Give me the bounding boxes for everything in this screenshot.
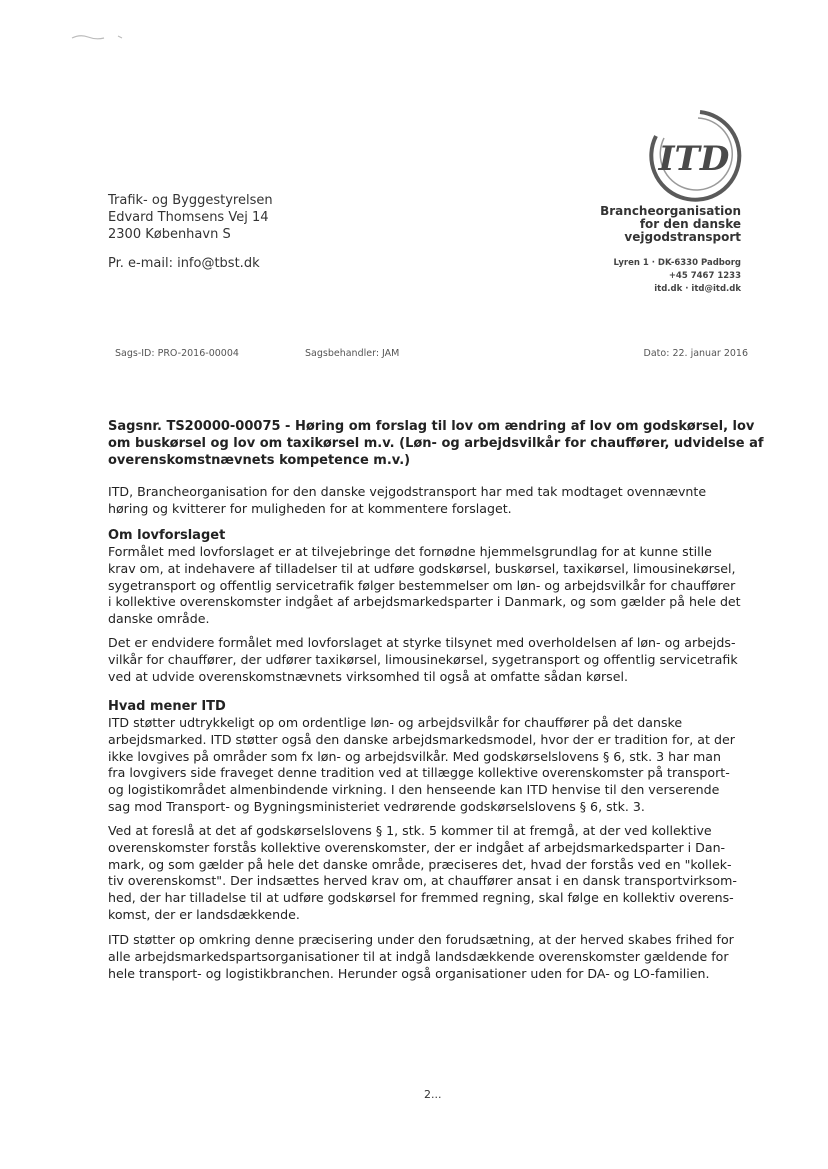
recipient-email: Pr. e-mail: info@tbst.dk	[108, 256, 260, 271]
section1-paragraph-2	[108, 635, 753, 685]
page-continuation: 2...	[424, 1088, 442, 1101]
section-heading: Om lovforslaget	[108, 528, 226, 543]
logo-text: ITD	[658, 139, 730, 179]
text-line: Formålet med lovforslaget er at tilvejebringe det fornødne hjemmelsgrundlag for at kunne stille	[108, 544, 712, 559]
scan-artifact	[70, 30, 140, 44]
recipient-line: Trafik- og Byggestyrelsen	[108, 193, 273, 208]
recipient-line: 2300 København S	[108, 227, 231, 242]
section2-paragraph-2	[108, 823, 753, 924]
text-line: ITD, Brancheorganisation for den danske vejgodstransport har med tak modtaget ovennævnte	[108, 484, 707, 499]
text-line: komst, der er landsdækkende.	[108, 906, 300, 922]
sender-phone: +45 7467 1233	[668, 271, 741, 281]
text-line: arbejdsmarked. ITD støtter også den danske arbejdsmarkedsmodel, hvor der er tradition for, at der	[108, 731, 735, 747]
text-line: høring og kvitterer for muligheden for at kommentere forslaget.	[108, 500, 512, 516]
text-line: danske område.	[108, 611, 210, 627]
section-heading: Hvad mener ITD	[108, 699, 226, 714]
text-line: ved at udvide overenskomstnævnets virksomhed til også at omfatte sådan kørsel.	[108, 668, 628, 684]
sender-contact	[541, 257, 741, 296]
text-line: sag mod Transport- og Bygningsministeriet vedrørende godskørselslovens § 6, stk. 3.	[108, 798, 645, 814]
section-hvad-mener-itd	[108, 699, 753, 816]
text-line: Ved at foreslå at det af godskørselslovens § 1, stk. 5 kommer til at fremgå, at der ved kollektive	[108, 823, 712, 838]
subject-line: overenskomstnævnets kompetence m.v.)	[108, 453, 411, 468]
text-line: i kollektive overenskomster indgået af arbejdsmarkedsparter i Danmark, og som gælder på hele det	[108, 594, 741, 610]
text-line: fra lovgivers side fraveget denne tradition ved at tillægge kollektive overenskomster på transport-	[108, 765, 730, 781]
text-line: ITD støtter udtrykkeligt op om ordentlige løn- og arbejdsvilkår for chauffører på det danske	[108, 715, 683, 730]
case-id: Sags-ID: PRO-2016-00004	[115, 348, 239, 359]
text-line: ikke lovgives på områder som fx løn- og arbejdsvilkår. Med godskørselslovens § 6, stk. 3 har man	[108, 748, 721, 764]
text-line: ITD støtter op omkring denne præcisering under den forudsætning, at der herved skabes frihed for	[108, 932, 734, 947]
text-line: vilkår for chauffører, der udfører taxikørsel, limousinekørsel, sygetransport og offentlig servicetrafik	[108, 651, 738, 667]
case-handler: Sagsbehandler: JAM	[305, 348, 400, 359]
itd-logo	[638, 106, 748, 202]
org-line: Brancheorganisation	[600, 204, 741, 218]
text-line: mark, og som gælder på hele det danske område, præciseres det, hvad der forstås ved en "kollek-	[108, 856, 732, 872]
text-line: sygetransport og offentlig servicetrafik følger bestemmelser om løn- og arbejdsvilkår for chauffører	[108, 577, 736, 593]
recipient-address	[108, 192, 273, 243]
text-line: hed, der har tilladelse til at udføre godskørsel for fremmed regning, skal følge en kollektiv overens-	[108, 890, 734, 906]
intro-paragraph	[108, 484, 753, 518]
text-line: og logistikområdet almenbindende virkning. I den henseende kan ITD henvise til den verserende	[108, 782, 720, 798]
sender-web: itd.dk · itd@itd.dk	[654, 284, 741, 294]
letter-date: Dato: 22. januar 2016	[643, 348, 748, 359]
recipient-line: Edvard Thomsens Vej 14	[108, 210, 269, 225]
text-line: krav om, at indehavere af tilladelser til at udføre godskørsel, buskørsel, taxikørsel, limousinekørsel,	[108, 560, 736, 576]
subject-line: om buskørsel og lov om taxikørsel m.v. (Løn- og arbejdsvilkår for chauffører, udvidelse af	[108, 436, 764, 451]
section-om-lovforslaget	[108, 528, 753, 628]
text-line: tiv overenskomst". Der indsættes herved krav om, at chauffører ansat i en dansk transportvirksom-	[108, 873, 737, 889]
org-line: for den danske	[639, 217, 741, 231]
org-line: vejgodstransport	[624, 230, 741, 244]
text-line: hele transport- og logistikbranchen. Herunder også organisationer uden for DA- og LO-familien.	[108, 965, 710, 981]
subject-line: Sagsnr. TS20000-00075 - Høring om forslag til lov om ændring af lov om godskørsel, lov	[108, 419, 755, 434]
sender-address: Lyren 1 · DK-6330 Padborg	[613, 258, 741, 268]
text-line: Det er endvidere formålet med lovforslaget at styrke tilsynet med overholdelsen af løn- og arbejds-	[108, 635, 736, 650]
text-line: overenskomster forstås kollektive overenskomster, der er indgået af arbejdsmarkedsparter i Dan-	[108, 839, 726, 855]
section2-paragraph-3	[108, 932, 753, 982]
text-line: alle arbejdsmarkedspartsorganisationer til at indgå landsdækkende overenskomster gældende for	[108, 948, 729, 964]
subject-heading	[108, 418, 764, 469]
sender-organization	[541, 205, 741, 244]
